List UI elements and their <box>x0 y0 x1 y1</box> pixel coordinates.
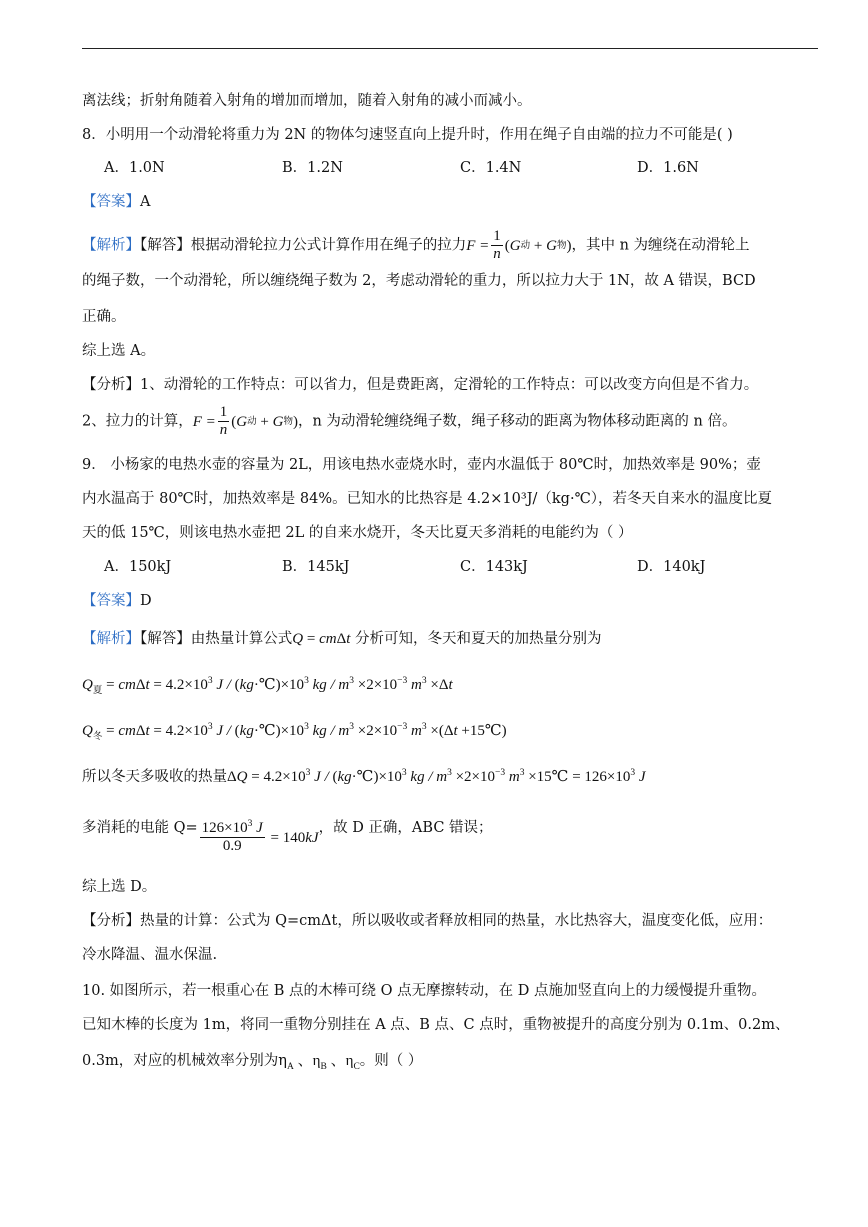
q8-option-a: A．1.0N <box>104 160 165 176</box>
q9-energy <box>82 808 493 858</box>
q8-option-d: D．1.6N <box>637 160 699 176</box>
analysis-text: 分析可知，冬天和夏天的加热量分别为 <box>350 631 602 647</box>
q9-option-a: A．150kJ <box>104 559 172 575</box>
q9-fenxi-2: 冷水降温、温水保温. <box>82 947 218 963</box>
formula-efficiencies: $_A$ 、$\eta_B$ 、$\eta_C$ <box>287 1053 360 1072</box>
question-10-line2: 已知木棒的长度为 1m，将同一重物分别挂在 A 点、B 点、C 点时，重物被提升的高度分别为 0.1m、0.2m、 <box>82 1017 790 1033</box>
question-9-line3: 天的低 15℃，则该电热水壶把 2L 的自来水烧开，冬天比夏天多消耗的电能约为（ ） <box>82 525 633 541</box>
question-text: 。则（ ） <box>359 1053 423 1069</box>
q9-option-d: D．140kJ <box>637 559 706 575</box>
analysis-text: 所以冬天多吸收的热量 <box>82 769 227 785</box>
analysis-text: ，故 D 正确，ABC 错误； <box>318 820 493 836</box>
formula-heat: Q = cmΔt <box>292 631 351 647</box>
q8-option-c: C．1.4N <box>460 160 522 176</box>
q8-analysis-line1 <box>82 228 750 263</box>
formula-q-winter: $Q_冬 = cm\Delta t = 4.2\times 10^3$ $J / (kg\cdot℃)\times 10^3$ kg / $m^3 \times 2\times 10^{-3}$ $m^3 \times(\Delta t$ +15℃) <box>82 722 507 742</box>
fenxi-text: 2、拉力的计算， <box>82 413 193 430</box>
analysis-text: 多消耗的电能 Q= <box>82 820 198 836</box>
analysis-text: 【解答】根据动滑轮拉力公式计算作用在绳子的拉力 <box>140 237 467 254</box>
q9-fenxi-1: 【分析】热量的计算：公式为 Q=cmΔt，所以吸收或者释放相同的热量，水比热容大，温度变化低，应用： <box>82 913 773 929</box>
q9-extra-heat <box>82 766 646 788</box>
answer-value: D <box>140 593 152 609</box>
analysis-tag: 【解析】 <box>82 631 140 647</box>
q8-answer <box>82 191 150 213</box>
question-9-line1: 9． 小杨家的电热水壶的容量为 2L，用该电热水壶烧水时，壶内水温低于 80℃时，加热效率是 90%；壶 <box>82 457 761 473</box>
q8-summary: 综上选 A。 <box>82 343 156 359</box>
formula-energy: $\frac{126\times 10^3 J}{0.9}$ = 140 kJ <box>201 819 319 854</box>
formula-pulley-force-2: F = $\frac{1}{n}$ ( G 动 + G 物 ) <box>192 404 298 438</box>
analysis-tag: 【解析】 <box>82 237 140 254</box>
q8-option-b: B．1.2N <box>282 160 343 176</box>
question-8: 8．小明用一个动滑轮将重力为 2N 的物体匀速竖直向上提升时，作用在绳子自由端的拉力不可能是( ) <box>82 127 733 143</box>
q9-answer <box>82 590 152 612</box>
question-9-line2: 内水温高于 80℃时，加热效率是 84%。已知水的比热容是 4.2×10³J/（kg·℃），若冬天自来水的温度比夏 <box>82 491 773 507</box>
formula-pulley-force: F = $\frac{1}{n}$ ( G 动 + G 物 ) <box>466 228 572 262</box>
analysis-text: ，其中 n 为缠绕在动滑轮上 <box>571 237 750 254</box>
q9-analysis-line1 <box>82 628 602 650</box>
analysis-text: 【解答】由热量计算公式 <box>140 631 293 647</box>
formula-delta-q: $\Delta Q = 4.2\times 10^3$ $J / (kg\cdot℃)\times 10^3$ kg / $m^3 \times 2\times 10^{-3}$ $m^3$ ×15℃ = $126\times 10^3$ J <box>227 768 646 785</box>
q9-summary: 综上选 D。 <box>82 879 157 895</box>
question-10-line1: 10. 如图所示，若一根重心在 B 点的木棒可绕 O 点无摩擦转动，在 D 点施加竖直向上的力缓慢提升重物。 <box>82 983 766 999</box>
answer-tag: 【答案】 <box>82 593 140 609</box>
q8-fenxi-2 <box>82 404 736 439</box>
fenxi-text: ，n 为动滑轮缠绕绳子数，绳子移动的距离为物体移动距离的 n 倍。 <box>297 413 737 430</box>
question-text: 0.3m，对应的机械效率分别为η <box>82 1053 287 1069</box>
question-10-line3 <box>82 1050 422 1072</box>
answer-tag: 【答案】 <box>82 194 140 210</box>
q8-analysis-line2: 的绳子数，一个动滑轮，所以缠绕绳子数为 2，考虑动滑轮的重力，所以拉力大于 1N，故 A 错误，BCD <box>82 273 756 289</box>
formula-q-summer: $Q_夏 = cm\Delta t = 4.2\times 10^3$ $J / (kg\cdot℃)\times 10^3$ kg / $m^3 \times 2\times 10^{-3}$ $m^3 \times\Delta t$ <box>82 676 453 696</box>
q9-option-c: C．143kJ <box>460 559 528 575</box>
text-line: 离法线；折射角随着入射角的增加而增加，随着入射角的减小而减小。 <box>82 93 532 109</box>
header-rule <box>82 48 818 49</box>
q8-analysis-line3: 正确。 <box>82 309 126 325</box>
q9-option-b: B．145kJ <box>282 559 350 575</box>
answer-value: A <box>140 194 151 210</box>
q8-fenxi-1: 【分析】1、动滑轮的工作特点：可以省力，但是费距离，定滑轮的工作特点：可以改变方向但是不省力。 <box>82 377 759 393</box>
